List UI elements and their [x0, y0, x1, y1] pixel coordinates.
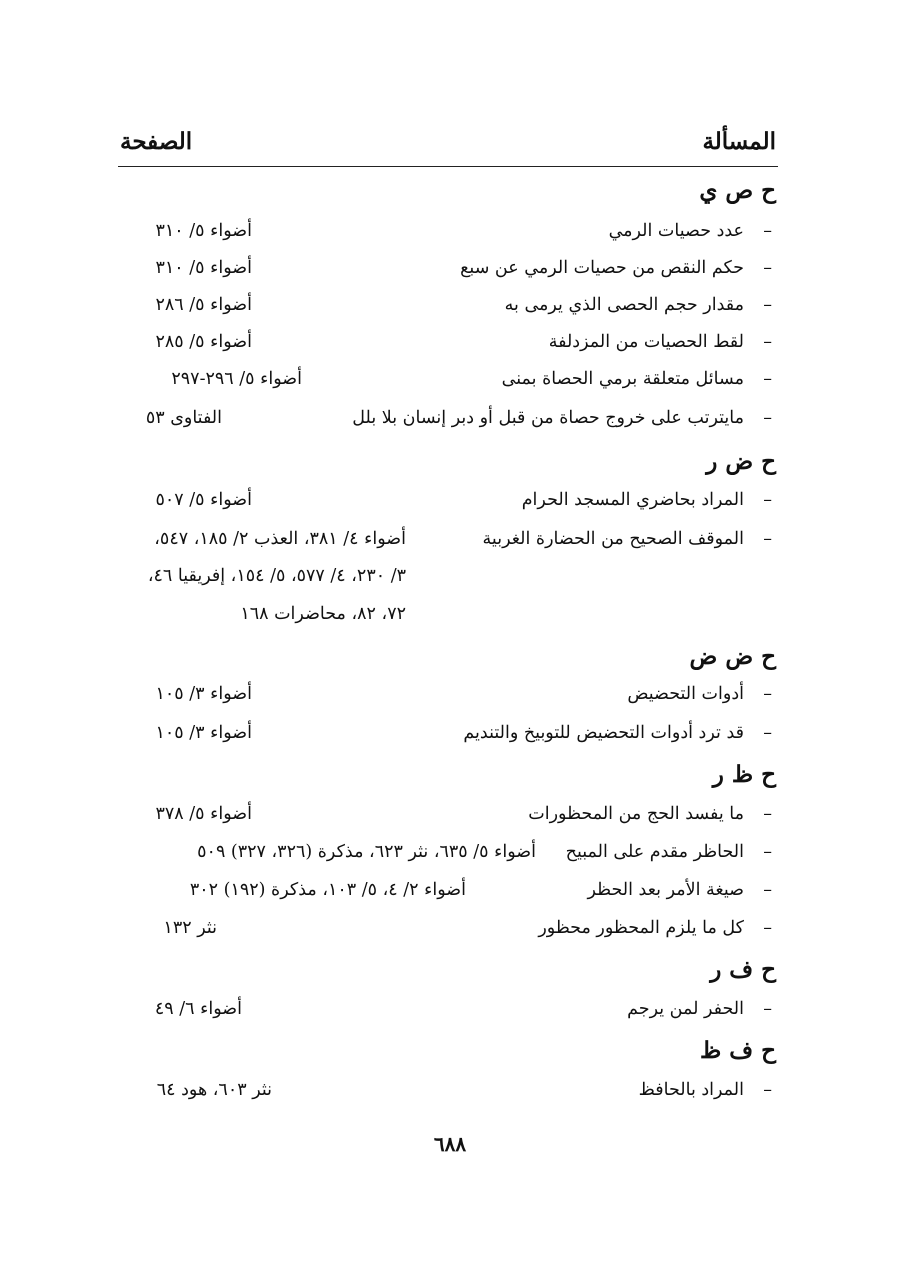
entry-topic: مقدار حجم الحصى الذي يرمى به: [504, 295, 744, 315]
page-number: ٦٨٨: [433, 1132, 467, 1156]
entry-topic: حكم النقص من حصيات الرمي عن سبع: [460, 258, 744, 278]
bullet-dash: –: [763, 684, 772, 704]
entry-reference: أضواء ٥/ ٥٠٧: [155, 490, 252, 510]
entry-topic: الحفر لمن يرجم: [627, 999, 744, 1019]
entry-topic: الموقف الصحيح من الحضارة الغربية: [482, 529, 744, 549]
entry-topic: مسائل متعلقة برمي الحصاة بمنى: [501, 369, 744, 389]
root-heading: ح ظ ر: [712, 761, 776, 788]
root-heading: ح ض ض: [689, 643, 776, 670]
bullet-dash: –: [763, 258, 772, 278]
bullet-dash: –: [763, 918, 772, 938]
entry-reference: أضواء ٥/ ٦٣٥، نثر ٦٢٣، مذكرة (٣٢٦، ٣٢٧) ٥٠٩: [197, 842, 536, 862]
entry-reference: أضواء ٥/ ٣٧٨: [155, 804, 252, 824]
bullet-dash: –: [763, 880, 772, 900]
bullet-dash: –: [763, 490, 772, 510]
bullet-dash: –: [763, 999, 772, 1019]
entry-topic: كل ما يلزم المحظور محظور: [538, 918, 744, 938]
entry-reference: أضواء ٥/ ٢٨٥: [155, 332, 252, 352]
entry-reference: نثر ١٣٢: [163, 918, 217, 938]
bullet-dash: –: [763, 369, 772, 389]
bullet-dash: –: [763, 804, 772, 824]
bullet-dash: –: [763, 332, 772, 352]
entry-topic: المراد بالحافظ: [638, 1080, 744, 1100]
entry-topic: قد ترد أدوات التحضيض للتوبيخ والتنديم: [463, 723, 744, 743]
entry-topic: ما يفسد الحج من المحظورات: [528, 804, 744, 824]
bullet-dash: –: [763, 1080, 772, 1100]
root-heading: ح ف ظ: [700, 1037, 776, 1064]
bullet-dash: –: [763, 295, 772, 315]
entry-reference: أضواء ٥/ ٣١٠: [155, 221, 252, 241]
entry-reference-continuation: ٧٢، ٨٢، محاضرات ١٦٨: [240, 604, 406, 624]
entry-reference: أضواء ٤/ ٣٨١، العذب ٢/ ١٨٥، ٥٤٧،: [154, 529, 406, 549]
entry-topic: لقط الحصيات من المزدلفة: [548, 332, 744, 352]
entry-reference: أضواء ٥/ ٢٩٦-٢٩٧: [171, 369, 302, 389]
entry-reference: أضواء ٣/ ١٠٥: [155, 684, 252, 704]
topic-column-header: المسألة: [702, 128, 776, 155]
root-heading: ح ص ي: [699, 177, 776, 204]
entry-topic: أدوات التحضيض: [627, 684, 744, 704]
bullet-dash: –: [763, 408, 772, 428]
header-divider: [118, 166, 778, 167]
entry-reference: أضواء ٥/ ٢٨٦: [155, 295, 252, 315]
entry-reference: الفتاوى ٥٣: [145, 408, 222, 428]
entry-reference: نثر ٦٠٣، هود ٦٤: [156, 1080, 272, 1100]
entry-reference: أضواء ٢/ ٤، ٥/ ١٠٣، مذكرة (١٩٢) ٣٠٢: [189, 880, 466, 900]
page-column-header: الصفحة: [120, 128, 193, 155]
entry-topic: عدد حصيات الرمي: [608, 221, 744, 241]
entry-topic: مايترتب على خروج حصاة من قبل أو دبر إنسان بلا بلل: [352, 408, 744, 428]
entry-topic: صيغة الأمر بعد الحظر: [587, 880, 744, 900]
bullet-dash: –: [763, 723, 772, 743]
entry-reference: أضواء ٥/ ٣١٠: [155, 258, 252, 278]
bullet-dash: –: [763, 842, 772, 862]
entry-reference: أضواء ٦/ ٤٩: [154, 999, 242, 1019]
root-heading: ح ض ر: [706, 448, 776, 475]
bullet-dash: –: [763, 221, 772, 241]
entry-reference-continuation: ٣/ ٢٣٠، ٤/ ٥٧٧، ٥/ ١٥٤، إفريقيا ٤٦،: [147, 566, 406, 586]
entry-topic: الحاظر مقدم على المبيح: [565, 842, 744, 862]
entry-reference: أضواء ٣/ ١٠٥: [155, 723, 252, 743]
bullet-dash: –: [763, 529, 772, 549]
root-heading: ح ف ر: [710, 956, 776, 983]
entry-topic: المراد بحاضري المسجد الحرام: [521, 490, 744, 510]
